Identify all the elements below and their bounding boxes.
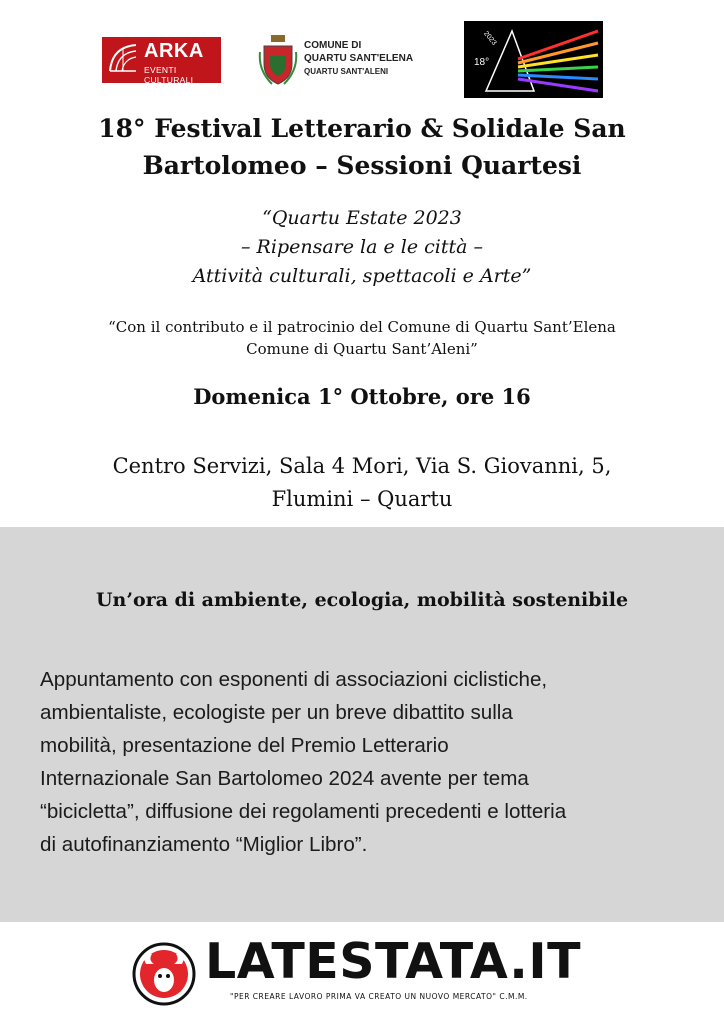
paragraph-line-5: “bicicletta”, diffusione dei regolamenti precedenti e lotteria [40,800,567,823]
festival-year: 2023 [482,30,498,47]
comune-logo [258,34,438,86]
comune-line-3: QUARTU SANT'ALENI [304,67,389,76]
paragraph-line-6: di autofinanziamento “Miglior Libro”. [40,833,368,856]
quote-line-1: “Quartu Estate 2023 [262,207,462,229]
venue-line-2: Flumini – Quartu [271,487,453,511]
footer [0,922,724,1024]
event-quote [0,204,724,291]
brand-name: LATESTATA.IT [205,933,581,990]
contrib-line-2: Comune di Quartu Sant’Aleni” [246,340,478,358]
globe-icon [108,43,138,73]
bull-head-icon [132,942,196,1006]
quote-line-2: – Ripensare la e le città – [241,236,483,258]
comune-line-2: QUARTU SANT'ELENA [304,53,414,64]
contrib-line-1: “Con il contributo e il patrocinio del Comune di Quartu Sant’Elena [108,318,616,336]
quote-line-3: Attività culturali, spettacoli e Arte” [192,265,532,287]
paragraph-line-1: Appuntamento con esponenti di associazioni ciclistiche, [40,668,548,691]
session-subtitle: Un’ora di ambiente, ecologia, mobilità sostenibile [95,589,629,611]
title-line-1: 18° Festival Letterario & Solidale San [98,114,626,143]
title-line-2: Bartolomeo – Sessioni Quartesi [142,151,582,180]
event-venue [0,450,724,516]
paragraph-line-2: ambientaliste, ecologiste per un breve dibattito sulla [40,701,513,724]
venue-line-1: Centro Servizi, Sala 4 Mori, Via S. Giovanni, 5, [112,454,612,478]
festival-logo [464,21,603,98]
paragraph-line-4: Internazionale San Bartolomeo 2024 avente per tema [40,767,529,790]
brand-slogan: "PER CREARE LAVORO PRIMA VA CREATO UN NUOVO MERCATO" C.M.M. [230,992,528,1001]
description-panel [0,527,724,922]
description-paragraph [40,663,700,861]
arka-subtitle: EVENTI CULTURALI [144,65,194,85]
contribution-note [0,316,724,360]
arka-name: ARKA [144,40,204,62]
event-date: Domenica 1° Ottobre, ore 16 [193,384,531,409]
arka-logo [102,37,221,83]
coat-of-arms-icon [258,34,298,86]
paragraph-line-3: mobilità, presentazione del Premio Letterario [40,734,449,757]
comune-line-1: COMUNE DI [304,40,362,51]
festival-number: 18° [474,57,490,68]
logos-bar [0,20,724,100]
page-title [0,110,724,184]
